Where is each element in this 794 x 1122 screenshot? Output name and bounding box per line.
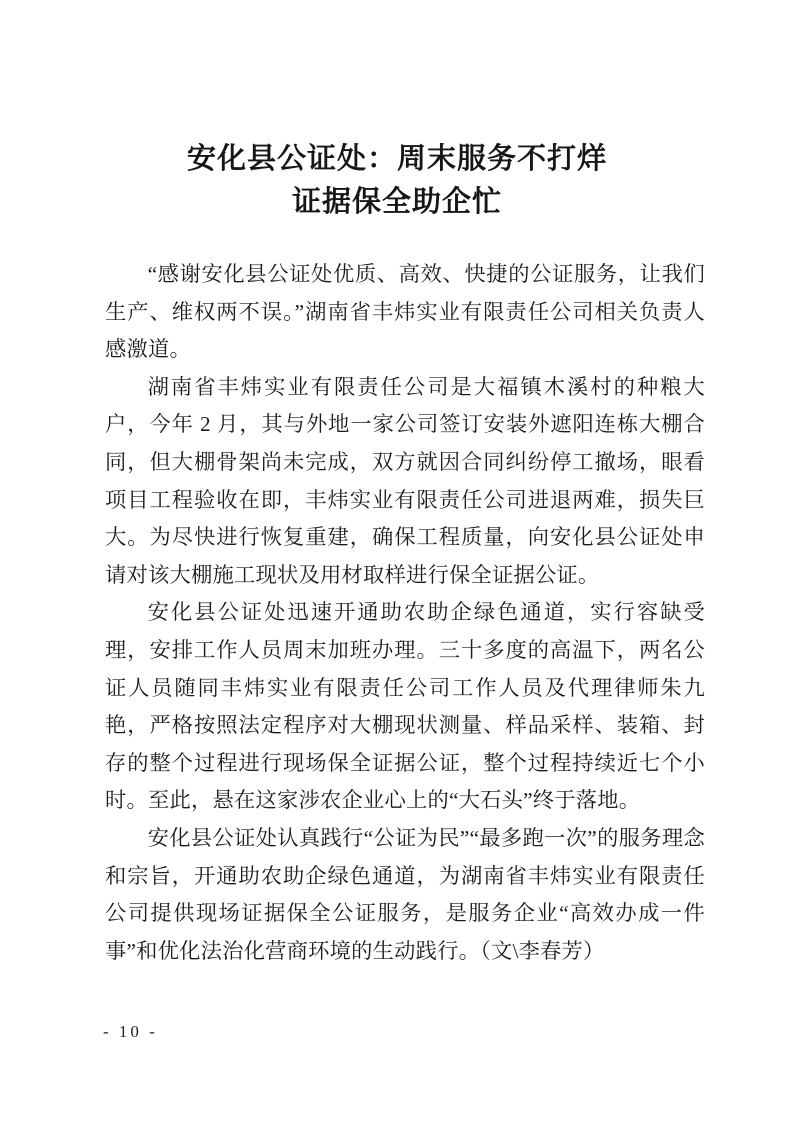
page-number: - 10 - [103, 1022, 158, 1041]
document-title-line-2: 证据保全助企忙 [291, 186, 502, 218]
document-title-line-1: 安化县公证处：周末服务不打烊 [186, 143, 607, 175]
paragraph-4: 安化县公证处认真践行“公证为民”“最多跑一次”的服务理念和宗旨，开通助农助企绿色通道，为湖南省丰炜实业有限责任公司提供现场证据保全公证服务，是服务企业“高效办成一件事”和优化法治化营商环境的生动践行。（文\李春芳） [105, 825, 705, 963]
paragraph-3: 安化县公证处迅速开通助农助企绿色通道，实行容缺受理，安排工作人员周末加班办理。三十多度的高温下，两名公证人员随同丰炜实业有限责任公司工作人员及代理律师朱九艳，严格按照法定程序对大棚现状测量、样品采样、装箱、封存的整个过程进行现场保全证据公证，整个过程持续近七个小时。至此，悬在这家涉农企业心上的“大石头”终于落地。 [105, 600, 705, 813]
document-title [0, 138, 794, 224]
document-body [105, 256, 705, 970]
paragraph-1: “感谢安化县公证处优质、高效、快捷的公证服务，让我们生产、维权两不误。”湖南省丰炜实业有限责任公司相关负责人感激道。 [105, 262, 705, 362]
paragraph-2: 湖南省丰炜实业有限责任公司是大福镇木溪村的种粮大户，今年 2 月，其与外地一家公司签订安装外遮阳连栋大棚合同，但大棚骨架尚未完成，双方就因合同纠纷停工撤场，眼看项目工程验收在即，丰炜实业有限责任公司进退两难，损失巨大。为尽快进行恢复重建，确保工程质量，向安化县公证处申请对该大棚施工现状及用材取样进行保全证据公证。 [105, 374, 705, 587]
